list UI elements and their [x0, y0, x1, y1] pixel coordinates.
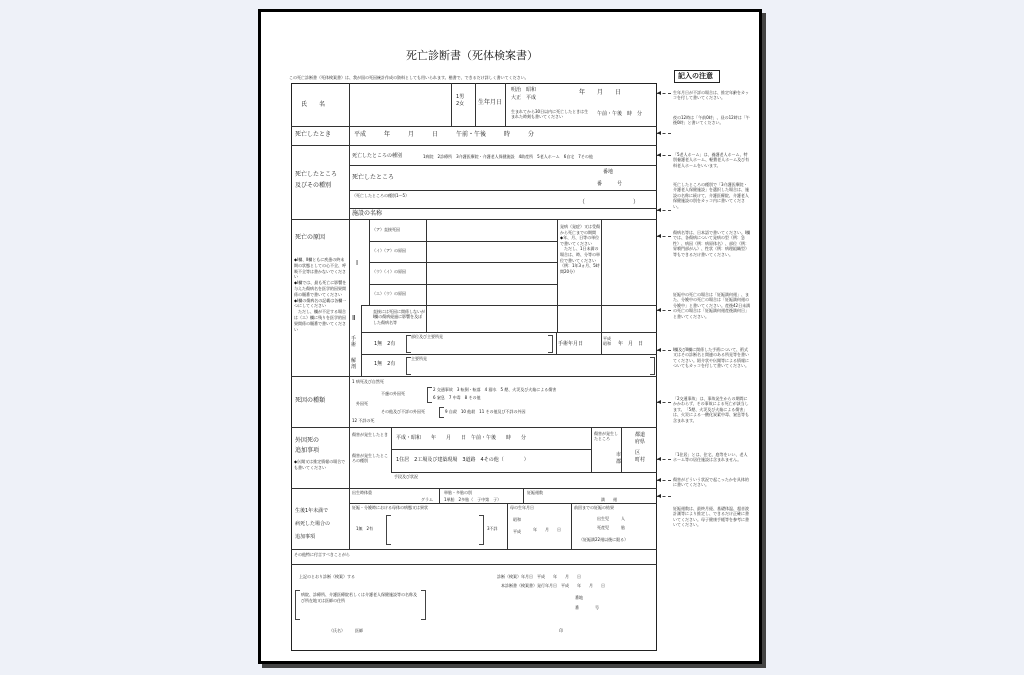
- note-10: 傷害がどういう状況で起こったかを具体的に書いてください。: [673, 477, 749, 488]
- infant-label: 生後1年未満で 病死した場合の 追加事項: [295, 508, 331, 540]
- dob-ymd: 年 月 日: [579, 89, 622, 96]
- cause-c-label: （ウ）（イ）の原因: [372, 269, 406, 274]
- intro-text: この死亡診断書（死体検案書）は、我が国の死因統計作成の資料としても用いられます。楷書で、できるだけ詳しく書いてください。: [289, 75, 529, 80]
- note-2: 夜の12時は「午前0時」、昼の12時は「午後0時」と書いてください。: [673, 115, 750, 126]
- death-kind-label: 死因の種類: [295, 397, 326, 404]
- certify-text: 上記のとおり診断（検案）する: [299, 574, 355, 579]
- prefecture-label: 都道 府県: [635, 432, 646, 445]
- dob-note: 生まれてから30日以内に死亡したときは生まれた時刻も書いてください: [511, 109, 589, 120]
- ext-note: ◆伝聞又は推定情報の場合でも書いてください: [294, 459, 346, 470]
- maternal-unknown: 3不詳: [487, 526, 498, 531]
- special-label: その他特に付言すべきことがら: [294, 552, 350, 557]
- cause-2-text: 直接には死因に関係しないがⅠ欄の傷病経過に影響を及ぼした傷病名等: [373, 309, 425, 325]
- mother-dob-label: 母の生年月日: [510, 505, 534, 510]
- single-multi-label: 単胎・多胎の別: [444, 490, 472, 495]
- birth-weight-label: 出生時体重: [352, 490, 372, 495]
- kind-options-2: 6 窒息 7 中毒 8 その他: [433, 395, 481, 400]
- injury-place-options: 1住居 2工場及び建築現場 3道路 4その他（ ）: [396, 457, 529, 463]
- seal-mark: 印: [559, 628, 563, 633]
- note-8: 「2交通事故」は、事故発生からの期間にかかわらず、その事故による死亡が該当します。「5煙、火災及び火焔による傷害」は、火災による一酸化炭素中毒、窒息等も含まれます。: [673, 396, 749, 423]
- note-4: 死亡したところの種別で「3介護医療院・介護老人保健施設」を選択した場合は、施設の名称に続けて、介護医療院、介護老人保健施設の別をカッコ内に書いてください。: [673, 182, 749, 209]
- cause-d-label: （エ）（ウ）の原因: [372, 291, 406, 296]
- kind-12: 12 不詳の死: [352, 418, 375, 423]
- kind-unnatural: 不慮の外因死: [381, 391, 405, 396]
- notes-header-box: [674, 70, 720, 83]
- surgery-era: 平成 昭和: [603, 336, 611, 347]
- gram-unit: グラム: [421, 497, 433, 502]
- cause-roman-1: Ⅰ: [356, 259, 359, 267]
- dob-label: 生年月日: [478, 99, 503, 106]
- form-title: 死亡診断書（死体検案書）: [406, 49, 538, 62]
- stillborn: 死産児 胎: [597, 525, 625, 530]
- dob-era-options: 明治 昭和 大正 平成: [511, 87, 537, 101]
- hospital-text: 病院、診療所、介護医療院若しくは介護老人保健施設等の名称及び所在地又は医師の住所: [301, 592, 417, 603]
- city-label: 市 郡: [616, 452, 622, 465]
- death-time-label: 死亡したとき: [295, 131, 332, 138]
- death-certificate-form: [258, 9, 762, 664]
- autopsy-findings-label: 主要所見: [411, 356, 427, 361]
- gestation-weeks: 満 週: [601, 497, 617, 502]
- mother-dob-era: 昭和 平成: [513, 517, 521, 534]
- surgery-ymd: 年 月 日: [618, 341, 644, 347]
- maternal-label: 妊娠・分娩時における母体の病態又は異状: [352, 505, 428, 510]
- place-label: 死亡したところ 及びその種別: [295, 171, 338, 190]
- facility-paren: （ ）: [579, 199, 640, 206]
- notes-header: 記入の注意: [678, 72, 713, 80]
- born-alive: 出生児 人: [597, 516, 625, 521]
- surgery-none-yes: 1無 2有: [374, 341, 396, 347]
- note-1: 生年月日が不詳の場合は、推定年齢をカッコを付して書いてください。: [673, 90, 749, 101]
- cause-label: 死亡の原因: [295, 234, 326, 241]
- note-6: 妊娠中の死亡の場合は「妊娠満何週」、また、分娩中の死亡の場合は「妊娠満何週の分娩中」と書いてください。産後42日未満の死亡の場合は「妊娠満何週産後満何日」と書いてください。: [673, 292, 751, 319]
- injury-place-label-2: 傷害が発生したところの種別: [352, 453, 388, 464]
- note-7: Ⅰ欄及びⅡ欄に関係した手術について、術式又はその診断名と関連のある所見等を書いてください。紹介状や伝聞等による情報についてもカッコを付して書いてください。: [673, 347, 749, 369]
- note-3: 「5老人ホーム」は、養護老人ホーム、特別養護老人ホーム、軽費老人ホーム及び有料老人ホームをいいます。: [673, 152, 750, 168]
- gestation-label: 妊娠週数: [527, 490, 543, 495]
- kind-options-3: 9 自殺 10 他殺 11 その他及び不詳の外因: [445, 409, 526, 414]
- place-type-options: 1病院 2診療所 3介護医療院・介護老人保健施設 4助産所 5老人ホーム 6自宅 7その他: [423, 154, 593, 159]
- prev-pregnancy-label: 前回までの妊娠の結果: [574, 505, 614, 510]
- note-11: 妊娠週数は、最終月経、基礎体温、超音波計測等により推定し、できるだけ正確に書いてください。母子健康手帳等を参考に書いてください。: [673, 506, 749, 528]
- cause-notes: ◆Ⅰ欄、Ⅱ欄ともに疾患の終末期の状態としての心不全、呼吸不全等は書かないでください ◆Ⅰ欄では、最も死亡に影響を与えた傷病名を医学的因果関係の順番で書いてください ◆Ⅰ欄の傷病名の記載は各欄一つにしてください ただし、欄が不足する場合は（エ）欄に残りを医学的因果関係の順番で書いてください: [294, 257, 347, 332]
- name-label: 氏 名: [301, 101, 326, 108]
- kind-external: 外因死: [356, 401, 368, 406]
- issue-date: 本診断書（検案書）発行年月日 平成 年 月 日: [501, 583, 605, 588]
- doctor-name-label: （氏名） 医師: [329, 628, 363, 633]
- ward-label: 区 町村: [635, 450, 646, 463]
- onset-period-text: 発病（発症）又は受傷から死亡までの期間 ◆年、月、日等の単位で書いてください ただし、1日未満の場合は、時、分等の単位で書いてください （例：1年3ヵ月、5時間20分）: [560, 224, 600, 274]
- place-address-label: 死亡したところ: [352, 174, 395, 181]
- single-multi-options: 1単胎 2多胎（ 子中第 子）: [444, 497, 502, 502]
- autopsy-label: 解剖: [351, 358, 357, 370]
- facility-type-note: （死亡したところの種別1〜5）: [352, 193, 410, 198]
- mother-dob-ymd: 年 月 日: [533, 527, 561, 532]
- hospital-gou: 番 号: [575, 605, 599, 610]
- injury-time-value: 平成・昭和 年 月 日 午前・午後 時 分: [396, 435, 527, 441]
- surgery-label: 手術: [351, 336, 357, 348]
- facility-name-label: 施設の名称: [352, 210, 383, 217]
- address-gou: 番 号: [597, 181, 623, 187]
- injury-time-label: 傷害が発生したとき: [352, 432, 388, 437]
- death-time-value: 平成 年 月 日 午前・午後 時 分: [354, 131, 535, 138]
- method-label: 手段及び状況: [394, 474, 418, 479]
- autopsy-none-yes: 1無 2有: [374, 361, 396, 367]
- cause-roman-2: Ⅱ: [352, 314, 356, 322]
- cause-b-label: （イ）（ア）の原因: [372, 248, 406, 253]
- cause-a-label: （ア）直接死因: [372, 227, 400, 232]
- place-type-label: 死亡したところの種別: [352, 153, 403, 159]
- maternal-none-yes: 1無 2有: [356, 526, 374, 531]
- hospital-banchi: 番地: [575, 595, 583, 600]
- sex-options: 1男 2女: [456, 94, 465, 107]
- injury-place-label: 傷害が発生したところ: [594, 431, 618, 442]
- surgery-findings-label: 部位及び主要所見: [411, 334, 443, 339]
- address-banchi: 番地: [603, 169, 614, 175]
- note-5: 傷病名等は、日本語で書いてください。Ⅰ欄では、各傷病について発病の型（例：急性）、病因（例：病原体名）、部位（例：胃噴門部がん）、性状（例：病理組織型）等もできるだけ書いてください。: [673, 230, 751, 257]
- prev-note: （妊娠満22週以後に限る）: [579, 537, 629, 542]
- kind-other: その他及び不詳の外因死: [381, 409, 425, 414]
- diag-date: 診断（検案）年月日 平成 年 月 日: [497, 574, 581, 579]
- kind-options-1: 2 交通事故 3 転倒・転落 4 溺水 5 煙、火災及び火焔による傷害: [433, 387, 557, 392]
- note-9: 「1住居」とは、住宅、庭等をいい、老人ホーム等の居住施設は含まれません。: [673, 452, 748, 463]
- dob-time: 午前・午後 時 分: [597, 111, 643, 117]
- kind-1: 1 病死及び自然死: [352, 379, 384, 384]
- surgery-date-label: 手術年月日: [558, 341, 584, 347]
- ext-label: 外因死の 追加事項: [295, 437, 320, 454]
